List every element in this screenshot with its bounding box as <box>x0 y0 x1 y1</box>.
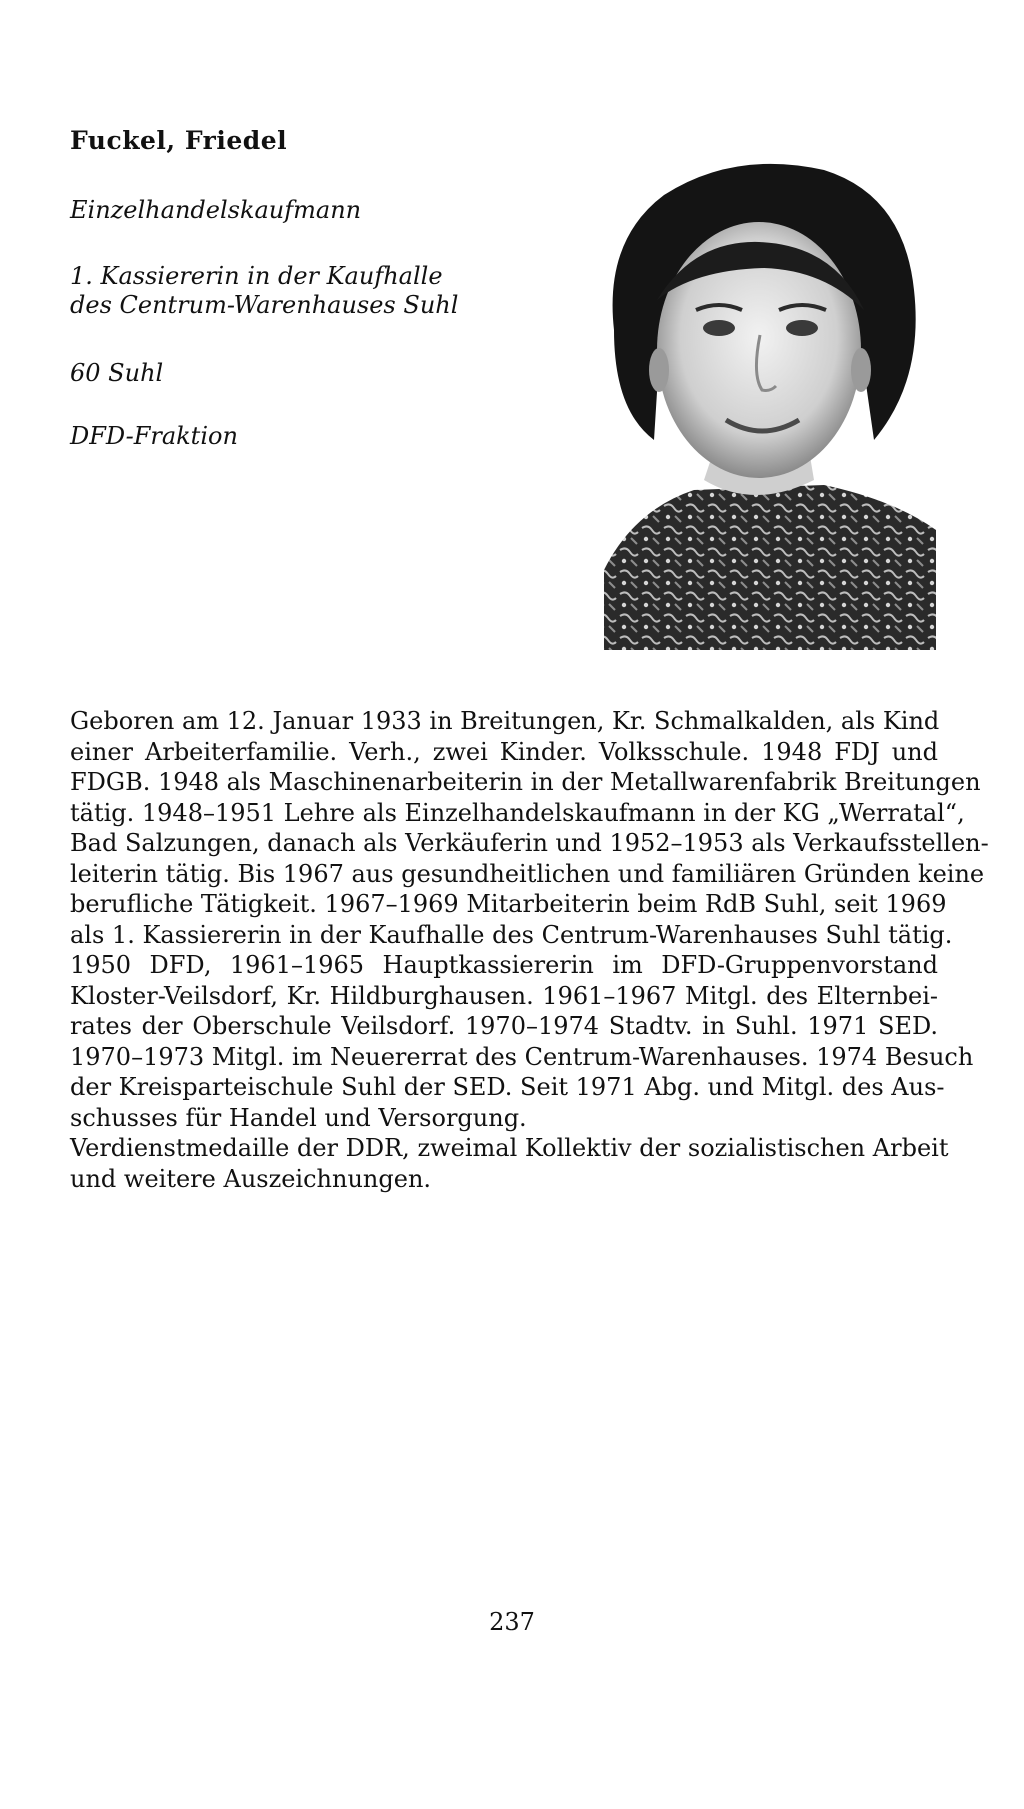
biography-text <box>70 706 989 1194</box>
biography-line: leiterin tätig. Bis 1967 aus gesundheitlichen und familiären Gründen keine <box>70 859 985 888</box>
biography-line: 1950 DFD, 1961–1965 Hauptkassiererin im DFD-Gruppenvorstand <box>70 951 938 979</box>
awards-line: und weitere Auszeichnungen. <box>70 1164 432 1193</box>
biography-line: einer Arbeiterfamilie. Verh., zwei Kinder. Volksschule. 1948 FDJ und <box>70 737 938 766</box>
position-line-1: 1. Kassiererin in der Kaufhalle <box>70 262 443 290</box>
biography-line: als 1. Kassiererin in der Kaufhalle des Centrum-Warenhauses Suhl tätig. <box>70 920 953 949</box>
constituency: 60 Suhl <box>70 359 164 387</box>
biography-line: der Kreisparteischule Suhl der SED. Seit 1971 Abg. und Mitgl. des Aus- <box>70 1073 945 1101</box>
portrait-photo <box>574 150 936 650</box>
position-line-2: des Centrum-Warenhauses Suhl <box>70 291 459 319</box>
portrait-icon <box>574 150 936 650</box>
biography-line: tätig. 1948–1951 Lehre als Einzelhandelskaufmann in der KG „Werratal“, <box>70 798 965 827</box>
person-name: Fuckel, Friedel <box>70 126 288 155</box>
awards-line: Verdienstmedaille der DDR, zweimal Kollektiv der sozialistischen Arbeit <box>70 1134 949 1162</box>
biography-line: FDGB. 1948 als Maschinenarbeiterin in der Metallwarenfabrik Breitungen <box>70 768 981 796</box>
biography-line: Geboren am 12. Januar 1933 in Breitungen, Kr. Schmalkalden, als Kind <box>70 707 940 735</box>
profession: Einzelhandelskaufmann <box>70 196 362 224</box>
biography-line: schusses für Handel und Versorgung. <box>70 1103 527 1132</box>
page-number: 237 <box>489 1608 535 1636</box>
biography-line: Bad Salzungen, danach als Verkäuferin und 1952–1953 als Verkaufsstellen- <box>70 829 989 857</box>
faction: DFD-Fraktion <box>70 422 238 450</box>
biography-line: 1970–1973 Mitgl. im Neuererrat des Centrum-Warenhauses. 1974 Besuch <box>70 1042 974 1071</box>
biography-line: rates der Oberschule Veilsdorf. 1970–1974 Stadtv. in Suhl. 1971 SED. <box>70 1012 938 1040</box>
biography-line: Kloster-Veilsdorf, Kr. Hildburghausen. 1961–1967 Mitgl. des Elternbei- <box>70 981 938 1010</box>
biography-line: berufliche Tätigkeit. 1967–1969 Mitarbeiterin beim RdB Suhl, seit 1969 <box>70 890 947 918</box>
